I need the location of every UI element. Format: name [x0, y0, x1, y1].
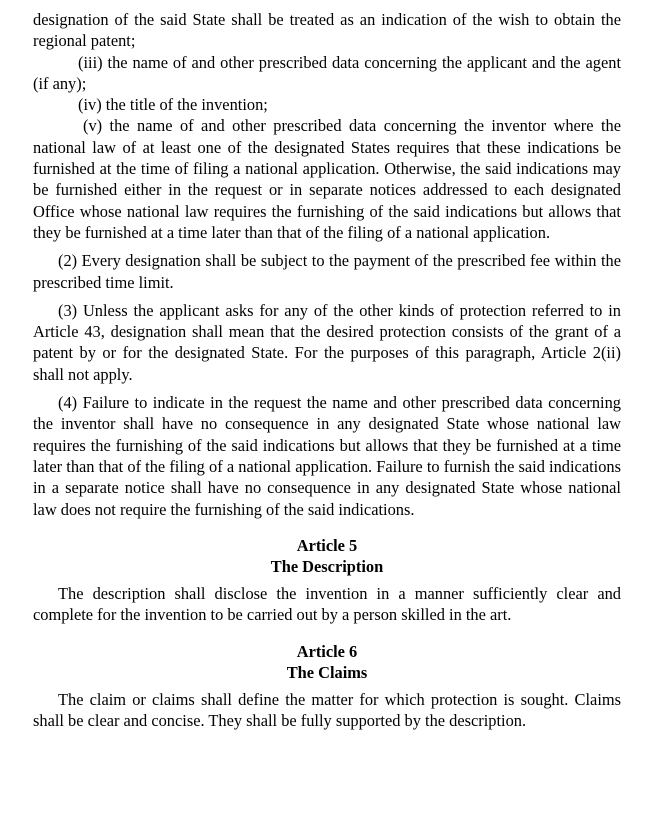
article-6-number: Article 6 — [296, 641, 358, 661]
paragraph-item-v: (v) the name of and other prescribed data concerning the inventor where the national law of at least one of the designated States requires that these indications be furnished at the time of filing a national application. Otherwise, the said indications may be furnished either in the request or in separate notices addressed to each designated Office whose national law requires the furnishing of the said indications but allows that they be furnished at a time later than that of the filing of a national application. — [33, 116, 621, 242]
paragraph-item-iii: (iii) the name of and other prescribed data concerning the applicant and the agent (if any); — [33, 52, 621, 93]
paragraph-2: (2) Every designation shall be subject to the payment of the prescribed fee within the prescribed time limit. — [33, 251, 621, 292]
article-5-heading — [33, 535, 621, 578]
article-6-heading — [33, 641, 621, 684]
paragraph-item-iv: (iv) the title of the invention; — [78, 95, 268, 115]
article-5-text: The description shall disclose the invention in a manner sufficiently clear and complete for the invention to be carried out by a person skilled in the art. — [33, 584, 621, 625]
paragraph-3: (3) Unless the applicant asks for any of the other kinds of protection referred to in Article 43, designation shall mean that the desired protection consists of the grant of a patent by or for the designated State. For the purposes of this paragraph, Article 2(ii) shall not apply. — [33, 300, 621, 384]
paragraph-continuation: designation of the said State shall be treated as an indication of the wish to obtain the regional patent; — [33, 10, 621, 51]
document-page — [33, 9, 621, 731]
article-5-number: Article 5 — [296, 535, 358, 555]
article-5-title: The Description — [270, 557, 384, 577]
paragraph-4: (4) Failure to indicate in the request the name and other prescribed data concerning the inventor shall have no consequence in any designated State whose national law requires the furnishing of the said indications but allows that they be furnished at a time later than that of the filing of a national application. Failure to furnish the said indications in a separate notice shall have no consequence in any designated State whose national law does not require the furnishing of the said indications. — [33, 393, 621, 519]
article-6-text: The claim or claims shall define the matter for which protection is sought. Claims shall be clear and concise. They shall be fully supported by the description. — [33, 689, 621, 731]
article-6-title: The Claims — [286, 663, 368, 683]
